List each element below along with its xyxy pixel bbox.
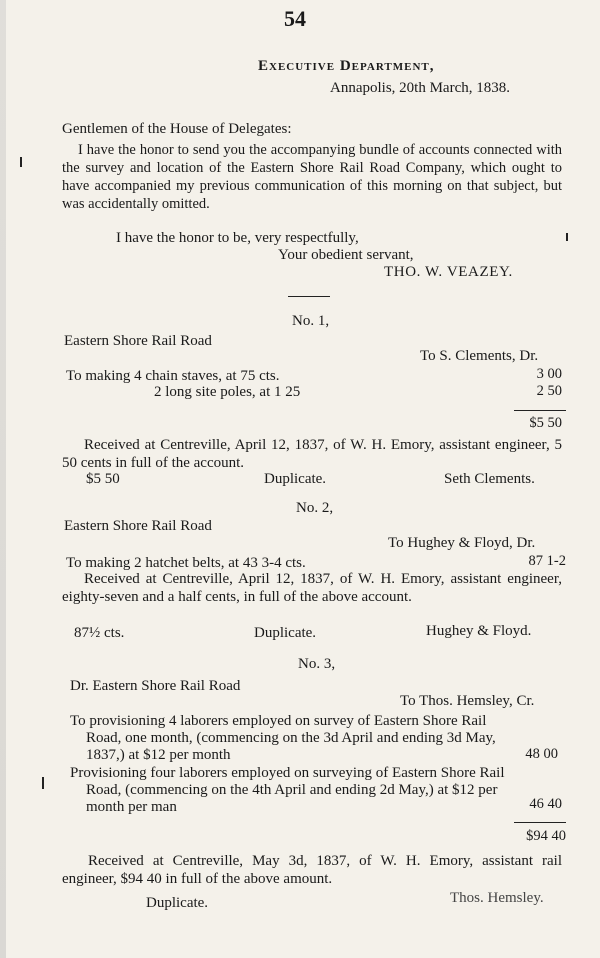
account-2-receipt-amount: 87½ cts. <box>74 625 125 641</box>
account-2-creditor: To Hughey & Floyd, Dr. <box>388 535 536 551</box>
account-1-debtor: Eastern Shore Rail Road <box>64 333 212 349</box>
account-1-duplicate: Duplicate. <box>264 471 327 487</box>
account-1-signature: Seth Clements. <box>444 471 535 487</box>
account-2-duplicate: Duplicate. <box>254 625 317 641</box>
account-3-item-1-amount: 48 00 <box>525 746 558 762</box>
account-3-total: $94 40 <box>526 828 566 844</box>
account-3-number: No. 3, <box>298 656 336 672</box>
account-3-item-1: To provisioning 4 laborers employed on survey of Eastern Shore Rail Road, one month, (commencing on the 3d April and ending 3d May, 1837,) at $12 per month <box>70 713 496 763</box>
account-1-item-1: To making 4 chain staves, at 75 cts. <box>66 368 280 384</box>
account-1-item-1-amount: 3 00 <box>536 366 562 382</box>
account-2-number: No. 2, <box>296 500 334 516</box>
letter-closing: I have the honor to be, very respectfully, <box>116 230 359 246</box>
account-1-number: No. 1, <box>292 313 330 329</box>
letter-signature: THO. W. VEAZEY. <box>384 264 513 280</box>
account-1-creditor: To S. Clements, Dr. <box>420 348 539 364</box>
account-2-item-1: To making 2 hatchet belts, at 43 3-4 cts. <box>66 555 306 571</box>
account-2-signature: Hughey & Floyd. <box>426 623 532 639</box>
account-1-receipt-amount: $5 50 <box>86 471 120 487</box>
account-3-sum-rule <box>514 822 566 823</box>
page-edge-shadow <box>0 0 6 958</box>
letter-body-text: I have the honor to send you the accompanying bundle of accounts connected with the survey and location of the Eastern Shore Rail Road Company, which ought to have accompanied my previous communication of this morning on that subject, but was accidentally omitted. <box>62 142 562 212</box>
account-1-receipt: Received at Centreville, April 12, 1837, of W. H. Emory, assistant engineer, 5 50 cents in full of the account. <box>62 437 562 471</box>
scan-mark <box>566 233 568 241</box>
department-heading: Executive Department, <box>258 58 435 74</box>
scan-mark <box>42 777 44 789</box>
account-3-signature: Thos. Hemsley. <box>450 890 544 906</box>
account-2-debtor: Eastern Shore Rail Road <box>64 518 212 534</box>
place-date: Annapolis, 20th March, 1838. <box>330 80 510 96</box>
scan-mark <box>20 157 22 167</box>
account-1-total: $5 50 <box>529 415 562 431</box>
account-3-receipt: Received at Centreville, May 3d, 1837, of W. H. Emory, assistant rail engineer, $94 40 in full of the above amount. <box>62 853 562 887</box>
salutation: Gentlemen of the House of Delegates: <box>62 121 292 137</box>
page-number: 54 <box>284 6 306 31</box>
letter-body <box>62 141 562 213</box>
letter-servant: Your obedient servant, <box>278 247 414 263</box>
account-3-debtor: Dr. Eastern Shore Rail Road <box>70 678 241 694</box>
account-2-receipt: Received at Centreville, April 12, 1837, of W. H. Emory, assistant engineer, eighty-seven and a half cents, in full of the above account. <box>62 571 562 605</box>
account-3-creditor: To Thos. Hemsley, Cr. <box>400 693 535 709</box>
account-2-item-1-amount: 87 1-2 <box>528 553 566 569</box>
account-1-item-2: 2 long site poles, at 1 25 <box>154 384 301 400</box>
account-1-sum-rule <box>514 410 566 411</box>
account-3-item-2: Provisioning four laborers employed on surveying of Eastern Shore Rail Road, (commencing on the 4th April and ending 2d May,) at $12 per month per man <box>70 765 505 815</box>
section-divider <box>288 296 330 297</box>
account-1-item-2-amount: 2 50 <box>536 383 562 399</box>
account-3-item-2-amount: 46 40 <box>529 796 562 812</box>
account-3-duplicate: Duplicate. <box>146 895 209 911</box>
